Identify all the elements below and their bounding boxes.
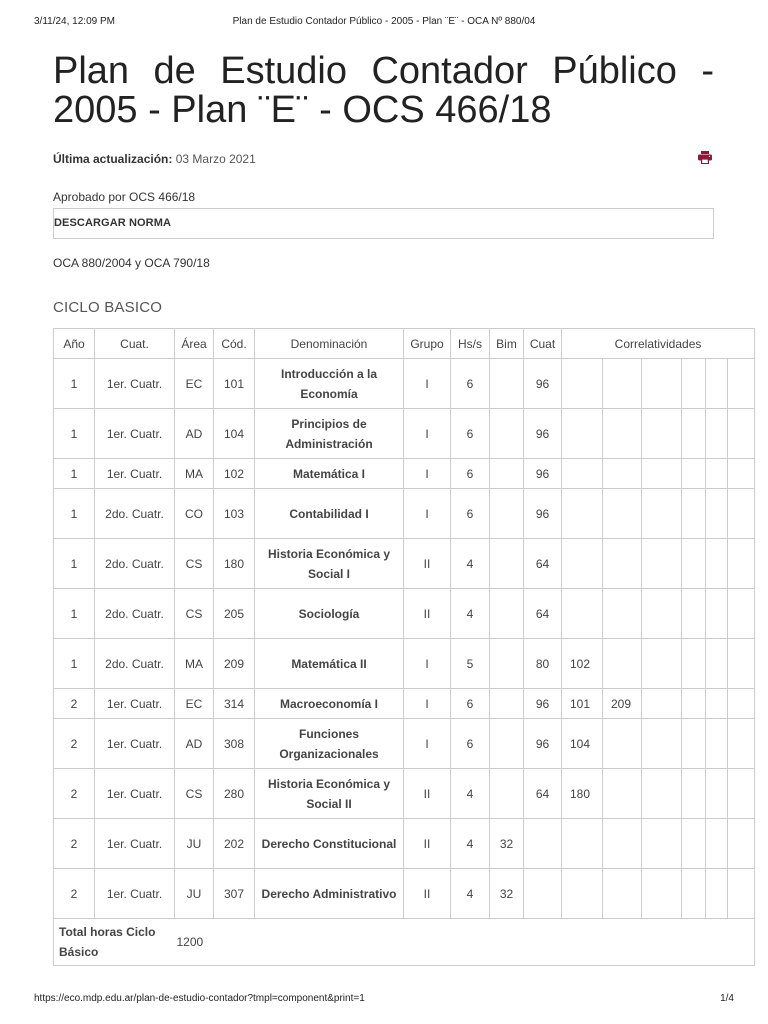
cell-correlativa xyxy=(642,819,682,869)
cell-correlativa xyxy=(682,589,706,639)
cell-correlativa xyxy=(682,459,706,489)
cell-anio: 1 xyxy=(54,459,95,489)
cell-correlativa xyxy=(603,409,642,459)
cell-correlativa xyxy=(642,769,682,819)
cell-correlativa xyxy=(682,639,706,689)
cell-bim xyxy=(490,639,524,689)
cell-hs: 4 xyxy=(451,769,490,819)
cell-correlativa: 180 xyxy=(562,769,603,819)
updated-value: 03 Marzo 2021 xyxy=(175,152,256,166)
cell-correlativa xyxy=(562,819,603,869)
print-doc-title: Plan de Estudio Contador Público - 2005 - Plan ¨E¨ - OCA Nº 880/04 xyxy=(232,16,536,27)
cell-area: EC xyxy=(175,689,214,719)
cell-hs: 6 xyxy=(451,459,490,489)
table-row xyxy=(54,689,755,719)
cell-grupo: I xyxy=(404,719,451,769)
cell-correlativa xyxy=(603,359,642,409)
cell-correlativa xyxy=(642,539,682,589)
cell-correlativa xyxy=(642,639,682,689)
cell-cuat-hs: 96 xyxy=(524,409,562,459)
cell-bim xyxy=(490,769,524,819)
cell-correlativa xyxy=(603,539,642,589)
cell-grupo: I xyxy=(404,639,451,689)
cell-anio: 1 xyxy=(54,639,95,689)
total-label: Total horas Ciclo Básico xyxy=(54,919,175,966)
cell-denominacion: Matemática I xyxy=(255,459,404,489)
total-row xyxy=(54,919,755,966)
cell-correlativa xyxy=(706,769,728,819)
cell-hs: 4 xyxy=(451,819,490,869)
cell-correlativa xyxy=(682,489,706,539)
cell-bim xyxy=(490,539,524,589)
cell-anio: 1 xyxy=(54,539,95,589)
cell-cuat-hs xyxy=(524,819,562,869)
cell-cuat-hs: 64 xyxy=(524,539,562,589)
approved-text: Aprobado por OCS 466/18 xyxy=(53,190,196,204)
cell-empty xyxy=(728,719,755,769)
table-header-row xyxy=(54,329,755,359)
cell-correlativa xyxy=(642,689,682,719)
header-denominacion: Denominación xyxy=(255,329,404,359)
cell-empty xyxy=(728,769,755,819)
section-title: CICLO BASICO xyxy=(53,299,163,316)
cell-cod: 101 xyxy=(214,359,255,409)
table-row xyxy=(54,489,755,539)
cell-correlativa: 102 xyxy=(562,639,603,689)
table-row xyxy=(54,639,755,689)
cell-anio: 2 xyxy=(54,689,95,719)
cell-empty xyxy=(728,639,755,689)
cell-correlativa xyxy=(682,719,706,769)
cell-correlativa xyxy=(706,539,728,589)
table-row xyxy=(54,459,755,489)
header-area: Área xyxy=(175,329,214,359)
cell-cod: 102 xyxy=(214,459,255,489)
cell-cuat: 2do. Cuatr. xyxy=(95,539,175,589)
cell-cuat-hs: 96 xyxy=(524,459,562,489)
cell-correlativa xyxy=(642,719,682,769)
cell-correlativa xyxy=(642,869,682,919)
header-hs: Hs/s xyxy=(451,329,490,359)
cell-empty xyxy=(728,869,755,919)
cell-bim xyxy=(490,489,524,539)
cell-correlativa xyxy=(603,769,642,819)
cell-cuat-hs: 96 xyxy=(524,719,562,769)
cell-correlativa xyxy=(706,459,728,489)
cell-area: EC xyxy=(175,359,214,409)
cell-empty xyxy=(728,689,755,719)
cell-cuat: 2do. Cuatr. xyxy=(95,589,175,639)
header-cod: Cód. xyxy=(214,329,255,359)
cell-hs: 4 xyxy=(451,539,490,589)
cell-denominacion: Derecho Administrativo xyxy=(255,869,404,919)
cell-correlativa xyxy=(642,359,682,409)
cell-bim xyxy=(490,409,524,459)
cell-area: JU xyxy=(175,869,214,919)
cell-bim: 32 xyxy=(490,819,524,869)
cell-bim xyxy=(490,589,524,639)
cell-correlativa xyxy=(682,539,706,589)
total-filler xyxy=(255,919,755,966)
header-grupo: Grupo xyxy=(404,329,451,359)
cell-grupo: II xyxy=(404,869,451,919)
table-row xyxy=(54,539,755,589)
cell-anio: 1 xyxy=(54,489,95,539)
cell-cod: 314 xyxy=(214,689,255,719)
cell-empty xyxy=(728,409,755,459)
cell-correlativa xyxy=(642,409,682,459)
cell-correlativa xyxy=(682,869,706,919)
updated-label: Última actualización: xyxy=(53,152,173,166)
cell-cuat: 1er. Cuatr. xyxy=(95,769,175,819)
cell-cuat: 2do. Cuatr. xyxy=(95,489,175,539)
cell-anio: 1 xyxy=(54,589,95,639)
cell-denominacion: Funciones Organizacionales xyxy=(255,719,404,769)
cell-correlativa xyxy=(562,489,603,539)
cell-cuat-hs: 96 xyxy=(524,489,562,539)
print-footer xyxy=(34,993,734,1004)
cell-cod: 202 xyxy=(214,819,255,869)
cell-hs: 4 xyxy=(451,869,490,919)
cell-correlativa: 104 xyxy=(562,719,603,769)
cell-cod: 308 xyxy=(214,719,255,769)
download-norma-link[interactable]: DESCARGAR NORMA xyxy=(54,217,171,229)
cell-correlativa xyxy=(682,819,706,869)
cell-cod: 205 xyxy=(214,589,255,639)
table-row xyxy=(54,589,755,639)
cell-hs: 6 xyxy=(451,719,490,769)
cell-correlativa xyxy=(603,589,642,639)
cell-anio: 2 xyxy=(54,869,95,919)
cell-cod: 103 xyxy=(214,489,255,539)
cell-cuat: 1er. Cuatr. xyxy=(95,409,175,459)
oca-text: OCA 880/2004 y OCA 790/18 xyxy=(53,256,210,270)
cell-correlativa xyxy=(642,589,682,639)
cell-area: MA xyxy=(175,639,214,689)
cell-grupo: I xyxy=(404,459,451,489)
cell-hs: 6 xyxy=(451,489,490,539)
cell-correlativa xyxy=(706,589,728,639)
cell-anio: 1 xyxy=(54,409,95,459)
table-row xyxy=(54,409,755,459)
cell-area: CS xyxy=(175,769,214,819)
cell-cuat-hs: 96 xyxy=(524,689,562,719)
cell-cod: 307 xyxy=(214,869,255,919)
cell-denominacion: Principios de Administración xyxy=(255,409,404,459)
cell-grupo: II xyxy=(404,539,451,589)
cell-denominacion: Derecho Constitucional xyxy=(255,819,404,869)
article xyxy=(53,52,714,966)
table-row xyxy=(54,869,755,919)
cell-correlativa xyxy=(642,459,682,489)
cell-correlativa xyxy=(562,359,603,409)
cell-bim xyxy=(490,459,524,489)
cell-cuat: 1er. Cuatr. xyxy=(95,359,175,409)
cell-anio: 1 xyxy=(54,359,95,409)
cell-cuat-hs: 96 xyxy=(524,359,562,409)
cell-cuat-hs: 64 xyxy=(524,769,562,819)
cell-denominacion: Macroeconomía I xyxy=(255,689,404,719)
cell-cod: 280 xyxy=(214,769,255,819)
plan-table xyxy=(53,328,755,966)
table-row xyxy=(54,819,755,869)
cell-grupo: I xyxy=(404,359,451,409)
print-url: https://eco.mdp.edu.ar/plan-de-estudio-contador?tmpl=component&print=1 xyxy=(34,993,365,1004)
cell-empty xyxy=(728,459,755,489)
page-number: 1/4 xyxy=(720,993,734,1004)
cell-bim xyxy=(490,359,524,409)
cell-correlativa xyxy=(706,869,728,919)
cell-area: CS xyxy=(175,539,214,589)
cell-bim xyxy=(490,689,524,719)
cell-empty xyxy=(728,359,755,409)
cell-grupo: I xyxy=(404,409,451,459)
cell-correlativa xyxy=(682,689,706,719)
cell-cuat: 1er. Cuatr. xyxy=(95,719,175,769)
cell-area: JU xyxy=(175,819,214,869)
cell-correlativa xyxy=(706,689,728,719)
cell-hs: 4 xyxy=(451,589,490,639)
article-meta xyxy=(53,152,714,172)
cell-empty xyxy=(728,489,755,539)
cell-area: AD xyxy=(175,719,214,769)
cell-cuat: 1er. Cuatr. xyxy=(95,819,175,869)
cell-correlativa xyxy=(682,769,706,819)
cell-grupo: I xyxy=(404,689,451,719)
cell-bim: 32 xyxy=(490,869,524,919)
cell-cuat-hs xyxy=(524,869,562,919)
cell-correlativa xyxy=(603,719,642,769)
cell-correlativa xyxy=(706,359,728,409)
cell-correlativa xyxy=(682,359,706,409)
cell-correlativa xyxy=(603,869,642,919)
table-row xyxy=(54,719,755,769)
cell-correlativa xyxy=(706,409,728,459)
cell-empty xyxy=(728,589,755,639)
cell-correlativa xyxy=(603,459,642,489)
cell-cuat: 2do. Cuatr. xyxy=(95,639,175,689)
cell-correlativa xyxy=(682,409,706,459)
cell-hs: 6 xyxy=(451,409,490,459)
header-anio: Año xyxy=(54,329,95,359)
cell-correlativa xyxy=(562,459,603,489)
cell-correlativa: 209 xyxy=(603,689,642,719)
cell-correlativa xyxy=(603,819,642,869)
cell-correlativa: 101 xyxy=(562,689,603,719)
cell-denominacion: Sociología xyxy=(255,589,404,639)
cell-anio: 2 xyxy=(54,769,95,819)
cell-denominacion: Introducción a la Economía xyxy=(255,359,404,409)
cell-correlativa xyxy=(706,639,728,689)
cell-hs: 5 xyxy=(451,639,490,689)
header-cuat-hs: Cuat xyxy=(524,329,562,359)
header-bim: Bim xyxy=(490,329,524,359)
cell-area: AD xyxy=(175,409,214,459)
cell-cuat-hs: 64 xyxy=(524,589,562,639)
table-row xyxy=(54,359,755,409)
cell-correlativa xyxy=(562,589,603,639)
cell-correlativa xyxy=(706,489,728,539)
cell-anio: 2 xyxy=(54,719,95,769)
cell-bim xyxy=(490,719,524,769)
total-value: 1200 xyxy=(175,919,255,966)
cell-hs: 6 xyxy=(451,689,490,719)
cell-cod: 104 xyxy=(214,409,255,459)
cell-grupo: I xyxy=(404,489,451,539)
cell-cuat: 1er. Cuatr. xyxy=(95,689,175,719)
cell-area: CO xyxy=(175,489,214,539)
cell-anio: 2 xyxy=(54,819,95,869)
cell-hs: 6 xyxy=(451,359,490,409)
cell-correlativa xyxy=(706,719,728,769)
cell-grupo: II xyxy=(404,769,451,819)
download-norma-box[interactable] xyxy=(53,208,714,239)
page-title: Plan de Estudio Contador Público - 2005 - Plan ¨E¨ - OCS 466/18 xyxy=(53,50,714,131)
cell-area: MA xyxy=(175,459,214,489)
cell-empty xyxy=(728,819,755,869)
cell-denominacion: Matemática II xyxy=(255,639,404,689)
cell-cod: 180 xyxy=(214,539,255,589)
header-correlatividades: Correlatividades xyxy=(562,329,755,359)
cell-correlativa xyxy=(562,409,603,459)
cell-cuat-hs: 80 xyxy=(524,639,562,689)
cell-denominacion: Contabilidad I xyxy=(255,489,404,539)
cell-denominacion: Historia Económica y Social I xyxy=(255,539,404,589)
cell-correlativa xyxy=(603,489,642,539)
table-row xyxy=(54,769,755,819)
printer-icon[interactable] xyxy=(696,148,714,166)
print-timestamp: 3/11/24, 12:09 PM xyxy=(34,16,115,27)
cell-correlativa xyxy=(642,489,682,539)
cell-correlativa xyxy=(603,639,642,689)
cell-grupo: II xyxy=(404,589,451,639)
cell-correlativa xyxy=(706,819,728,869)
header-cuat: Cuat. xyxy=(95,329,175,359)
cell-area: CS xyxy=(175,589,214,639)
cell-correlativa xyxy=(562,539,603,589)
cell-denominacion: Historia Económica y Social II xyxy=(255,769,404,819)
cell-cuat: 1er. Cuatr. xyxy=(95,869,175,919)
cell-empty xyxy=(728,539,755,589)
cell-cod: 209 xyxy=(214,639,255,689)
cell-correlativa xyxy=(562,869,603,919)
cell-cuat: 1er. Cuatr. xyxy=(95,459,175,489)
cell-grupo: II xyxy=(404,819,451,869)
